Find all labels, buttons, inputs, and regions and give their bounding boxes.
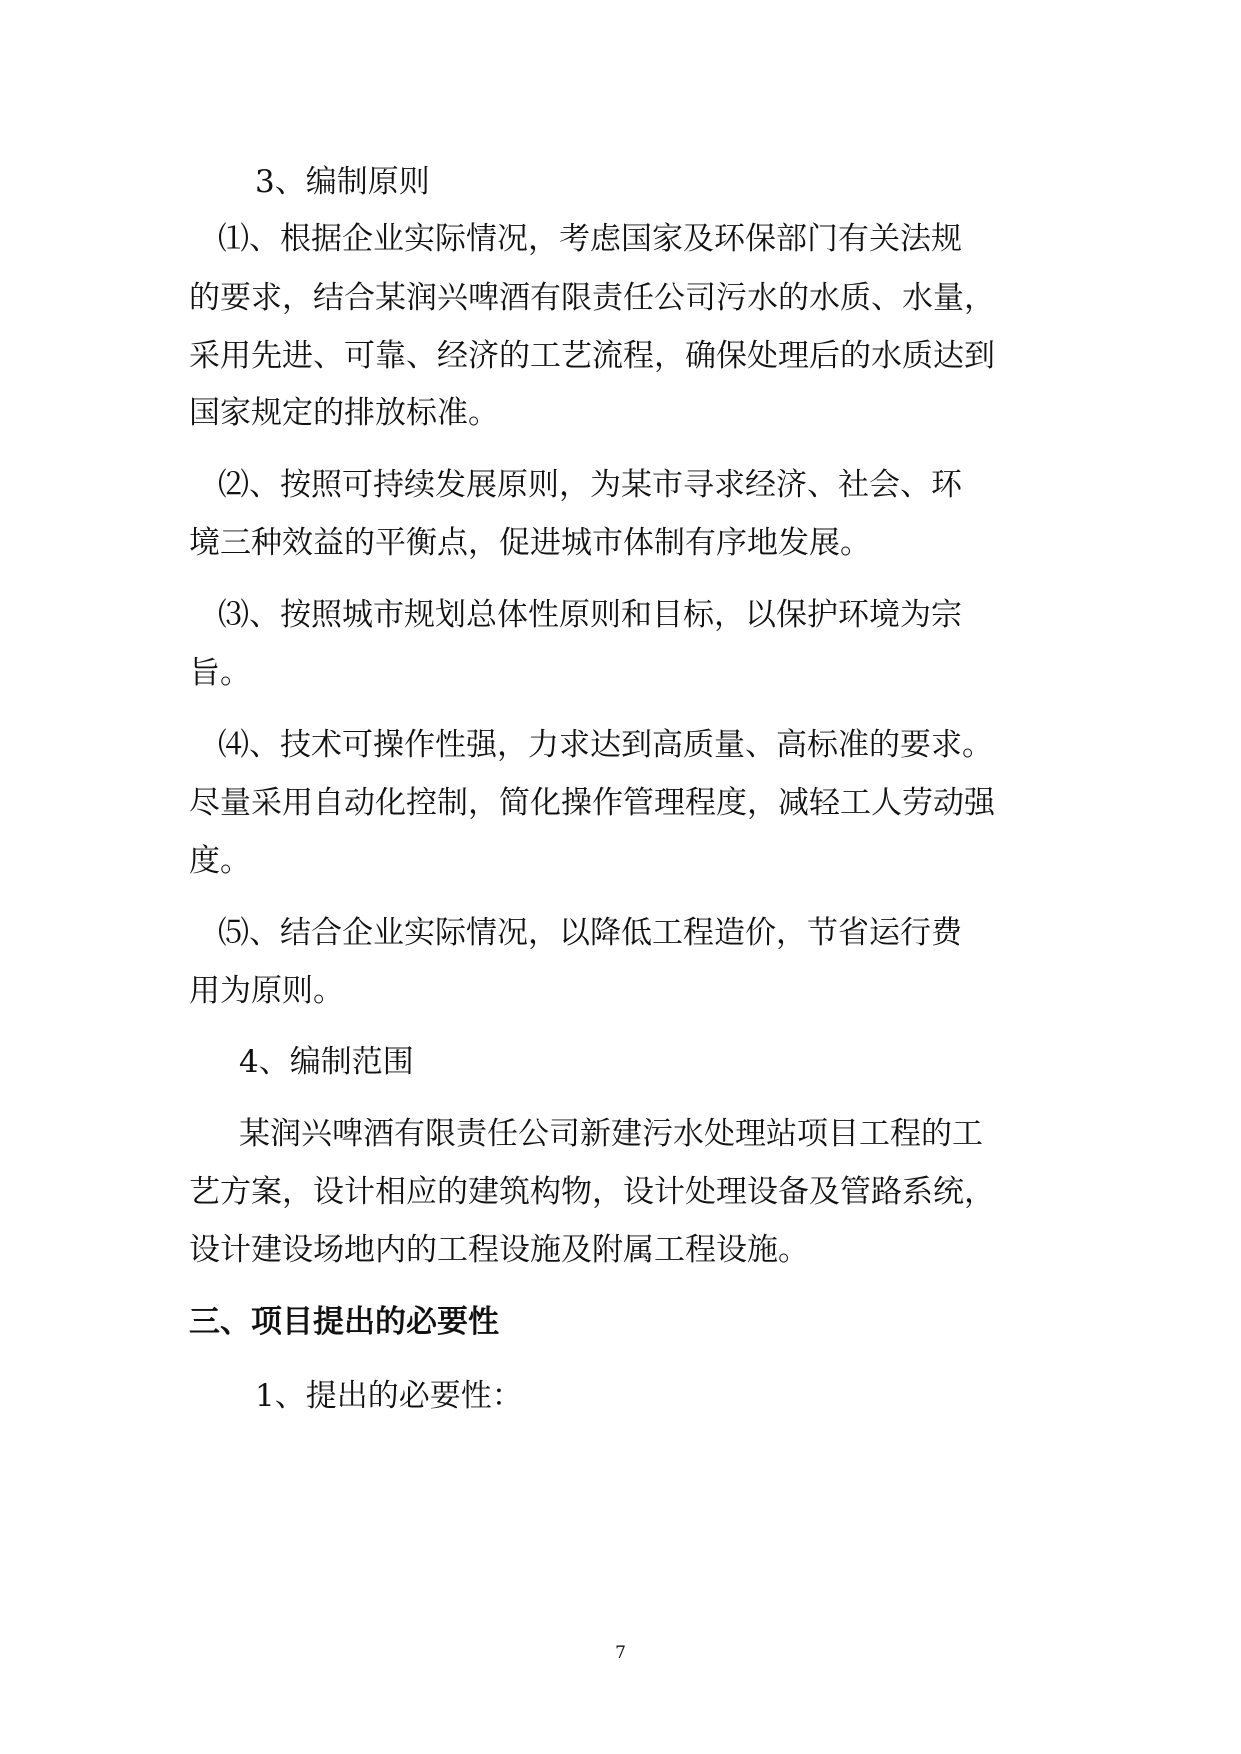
paragraph-line: 的要求，结合某润兴啤酒有限责任公司污水的水质、水量，: [189, 280, 995, 316]
paragraph-line: ⑵、按照可持续发展原则，为某市寻求经济、社会、环: [218, 467, 962, 503]
paragraph-line: ⑸、结合企业实际情况，以降低工程造价，节省运行费: [218, 915, 962, 951]
paragraph-line: 度。: [189, 843, 251, 879]
paragraph-line: 用为原则。: [189, 973, 344, 1009]
paragraph-line: 某润兴啤酒有限责任公司新建污水处理站项目工程的工: [239, 1116, 983, 1152]
section-title-scope: 4、编制范围: [239, 1044, 414, 1080]
section-title-principles: 3、编制原则: [255, 164, 430, 200]
paragraph-line: 境三种效益的平衡点，促进城市体制有序地发展。: [189, 525, 871, 561]
paragraph-line: ⑷、技术可操作性强，力求达到高质量、高标准的要求。: [218, 727, 993, 763]
section-title-necessity: 1、提出的必要性：: [255, 1378, 523, 1414]
paragraph-line: 国家规定的排放标准。: [189, 395, 499, 431]
paragraph-line: 艺方案，设计相应的建筑构物，设计处理设备及管路系统，: [189, 1174, 995, 1210]
paragraph-line: 设计建设场地内的工程设施及附属工程设施。: [189, 1232, 809, 1268]
paragraph-line: ⑶、按照城市规划总体性原则和目标，以保护环境为宗: [218, 597, 962, 633]
page-number: 7: [615, 1643, 626, 1663]
paragraph-line: 采用先进、可靠、经济的工艺流程，确保处理后的水质达到: [189, 338, 995, 374]
chapter-title-necessity: 三、项目提出的必要性: [189, 1304, 499, 1340]
paragraph-line: 旨。: [189, 655, 251, 691]
paragraph-line: ⑴、根据企业实际情况，考虑国家及环保部门有关法规: [218, 221, 962, 257]
paragraph-line: 尽量采用自动化控制，简化操作管理程度，减轻工人劳动强: [189, 785, 995, 821]
